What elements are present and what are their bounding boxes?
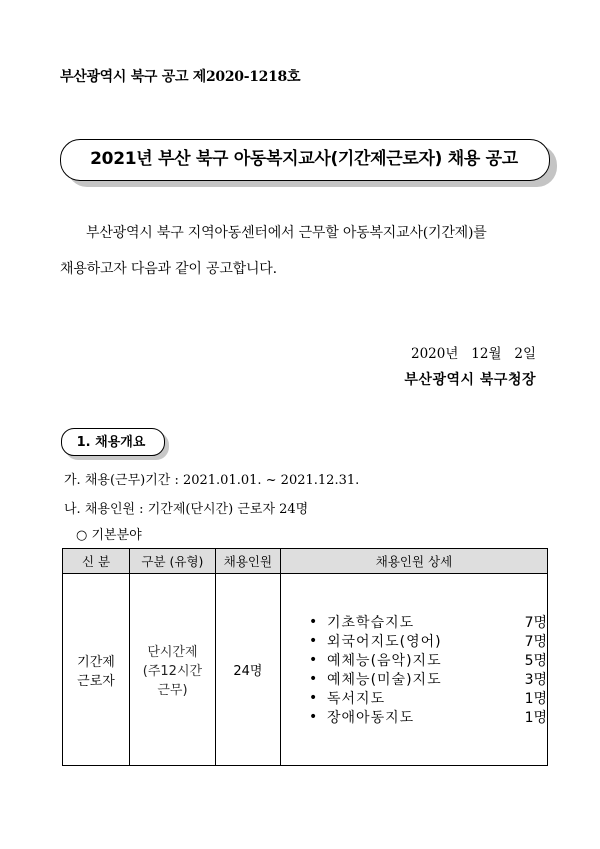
detail-item <box>309 651 547 670</box>
intro-line-2: 채용하고자 다음과 같이 공고합니다. <box>60 261 277 277</box>
detail-count: 7명 <box>524 634 547 650</box>
detail-item <box>309 670 547 689</box>
table-header-row <box>63 549 548 574</box>
recruitment-period: 가. 채용(근무)기간 : 2021.01.01. ~ 2021.12.31. <box>64 473 360 488</box>
detail-name: 외국어지도(영어) <box>327 634 442 650</box>
type-cell <box>130 574 216 766</box>
type-line-3: 근무) <box>157 683 188 698</box>
header-status: 신 분 <box>63 549 130 574</box>
recruitment-count: 나. 채용인원 : 기간제(단시간) 근로자 24명 <box>64 502 309 517</box>
notice-number: 부산광역시 북구 공고 제2020-1218호 <box>60 69 301 85</box>
detail-count: 3명 <box>524 672 547 688</box>
detail-count: 1명 <box>524 710 547 726</box>
detail-name: 기초학습지도 <box>327 615 415 631</box>
status-line-2: 근로자 <box>77 673 115 689</box>
count-cell: 24명 <box>215 574 280 766</box>
issuer-signature: 부산광역시 북구청장 <box>404 372 536 388</box>
detail-item <box>309 689 547 708</box>
recruitment-table <box>62 548 548 766</box>
detail-name: 예체능(미술)지도 <box>327 672 442 688</box>
notice-date: 2020년 12월 2일 <box>411 346 536 362</box>
basic-field-label: ○ 기본분야 <box>76 528 142 543</box>
detail-item <box>309 632 547 651</box>
bullet-icon: • <box>309 633 318 649</box>
bullet-icon: • <box>309 652 318 668</box>
status-cell <box>63 574 130 766</box>
status-line-1: 기간제 <box>77 654 115 670</box>
detail-name: 예체능(음악)지도 <box>327 653 442 669</box>
detail-count: 5명 <box>524 653 547 669</box>
page-title: 2021년 부산 북구 아동복지교사(기간제근로자) 채용 공고 <box>90 149 518 169</box>
bullet-icon: • <box>309 690 318 706</box>
type-line-1: 단시간제 <box>147 645 198 660</box>
detail-count: 1명 <box>524 691 547 707</box>
detail-name: 독서지도 <box>327 691 386 707</box>
detail-item <box>309 613 547 632</box>
bullet-icon: • <box>309 614 318 630</box>
section-heading: 1. 채용개요 <box>76 435 146 450</box>
type-line-2: (주12시간 <box>142 664 203 679</box>
detail-item <box>309 708 547 727</box>
header-type: 구분 (유형) <box>130 549 216 574</box>
bullet-icon: • <box>309 709 318 725</box>
detail-cell <box>281 574 548 766</box>
header-detail: 채용인원 상세 <box>281 549 548 574</box>
detail-name: 장애아동지도 <box>327 710 415 726</box>
header-count: 채용인원 <box>215 549 280 574</box>
table-row <box>63 574 548 766</box>
detail-count: 7명 <box>524 615 547 631</box>
intro-line-1: 부산광역시 북구 지역아동센터에서 근무할 아동복지교사(기간제)를 <box>86 225 487 241</box>
bullet-icon: • <box>309 671 318 687</box>
